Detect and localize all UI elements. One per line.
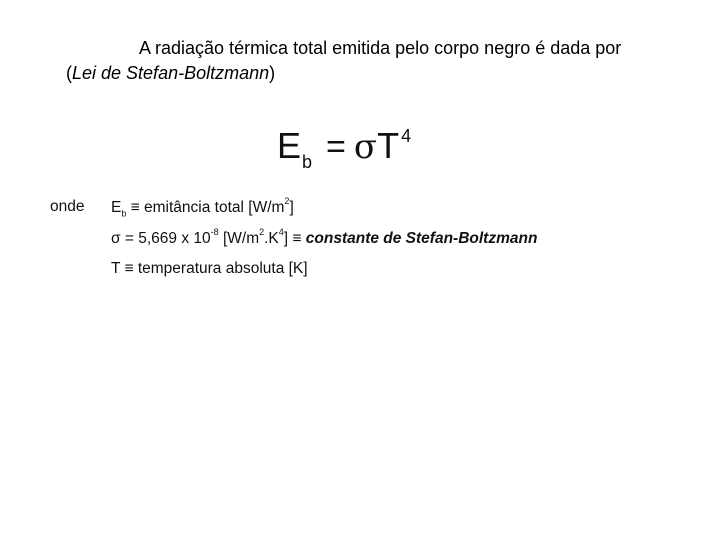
sigma-unit-exponent-k: 4 [278, 227, 284, 237]
eb-symbol: E [111, 199, 122, 217]
onde-label: onde [50, 198, 85, 215]
sigma-close: ] ≡ [283, 230, 306, 248]
eb-subscript: b [121, 208, 127, 219]
paren-open: ( [66, 63, 72, 83]
formula-sigma: σ [353, 127, 378, 167]
formula-equals: = [326, 128, 346, 166]
eb-close: ] [289, 199, 294, 217]
formula-t: T [377, 125, 400, 166]
sigma-value: σ = 5,669 x 10 [111, 230, 211, 248]
definition-eb [111, 198, 294, 218]
definition-t: T ≡ temperatura absoluta [K] [111, 260, 308, 277]
stefan-boltzmann-formula [277, 124, 411, 174]
law-name: Lei de Stefan-Boltzmann [72, 63, 270, 83]
eb-unit-exponent: 2 [284, 196, 290, 206]
intro-line-1: A radiação térmica total emitida pelo corpo negro é dada por [139, 38, 622, 58]
sigma-description: constante de Stefan-Boltzmann [305, 230, 538, 248]
sigma-unit-a: [W/m [218, 230, 260, 248]
formula-lhs-subscript: b [302, 152, 313, 172]
eb-description: ≡ emitância total [W/m [126, 199, 285, 217]
sigma-unit-b: .K [264, 230, 279, 248]
sigma-exponent: -8 [210, 227, 219, 237]
sigma-unit-exponent-m: 2 [259, 227, 265, 237]
formula-exponent: 4 [401, 126, 412, 146]
definition-sigma [111, 229, 537, 248]
intro-paragraph [66, 36, 686, 86]
intro-line-2 [66, 61, 686, 86]
formula-lhs: E [277, 125, 302, 166]
paren-close: ) [269, 63, 276, 83]
